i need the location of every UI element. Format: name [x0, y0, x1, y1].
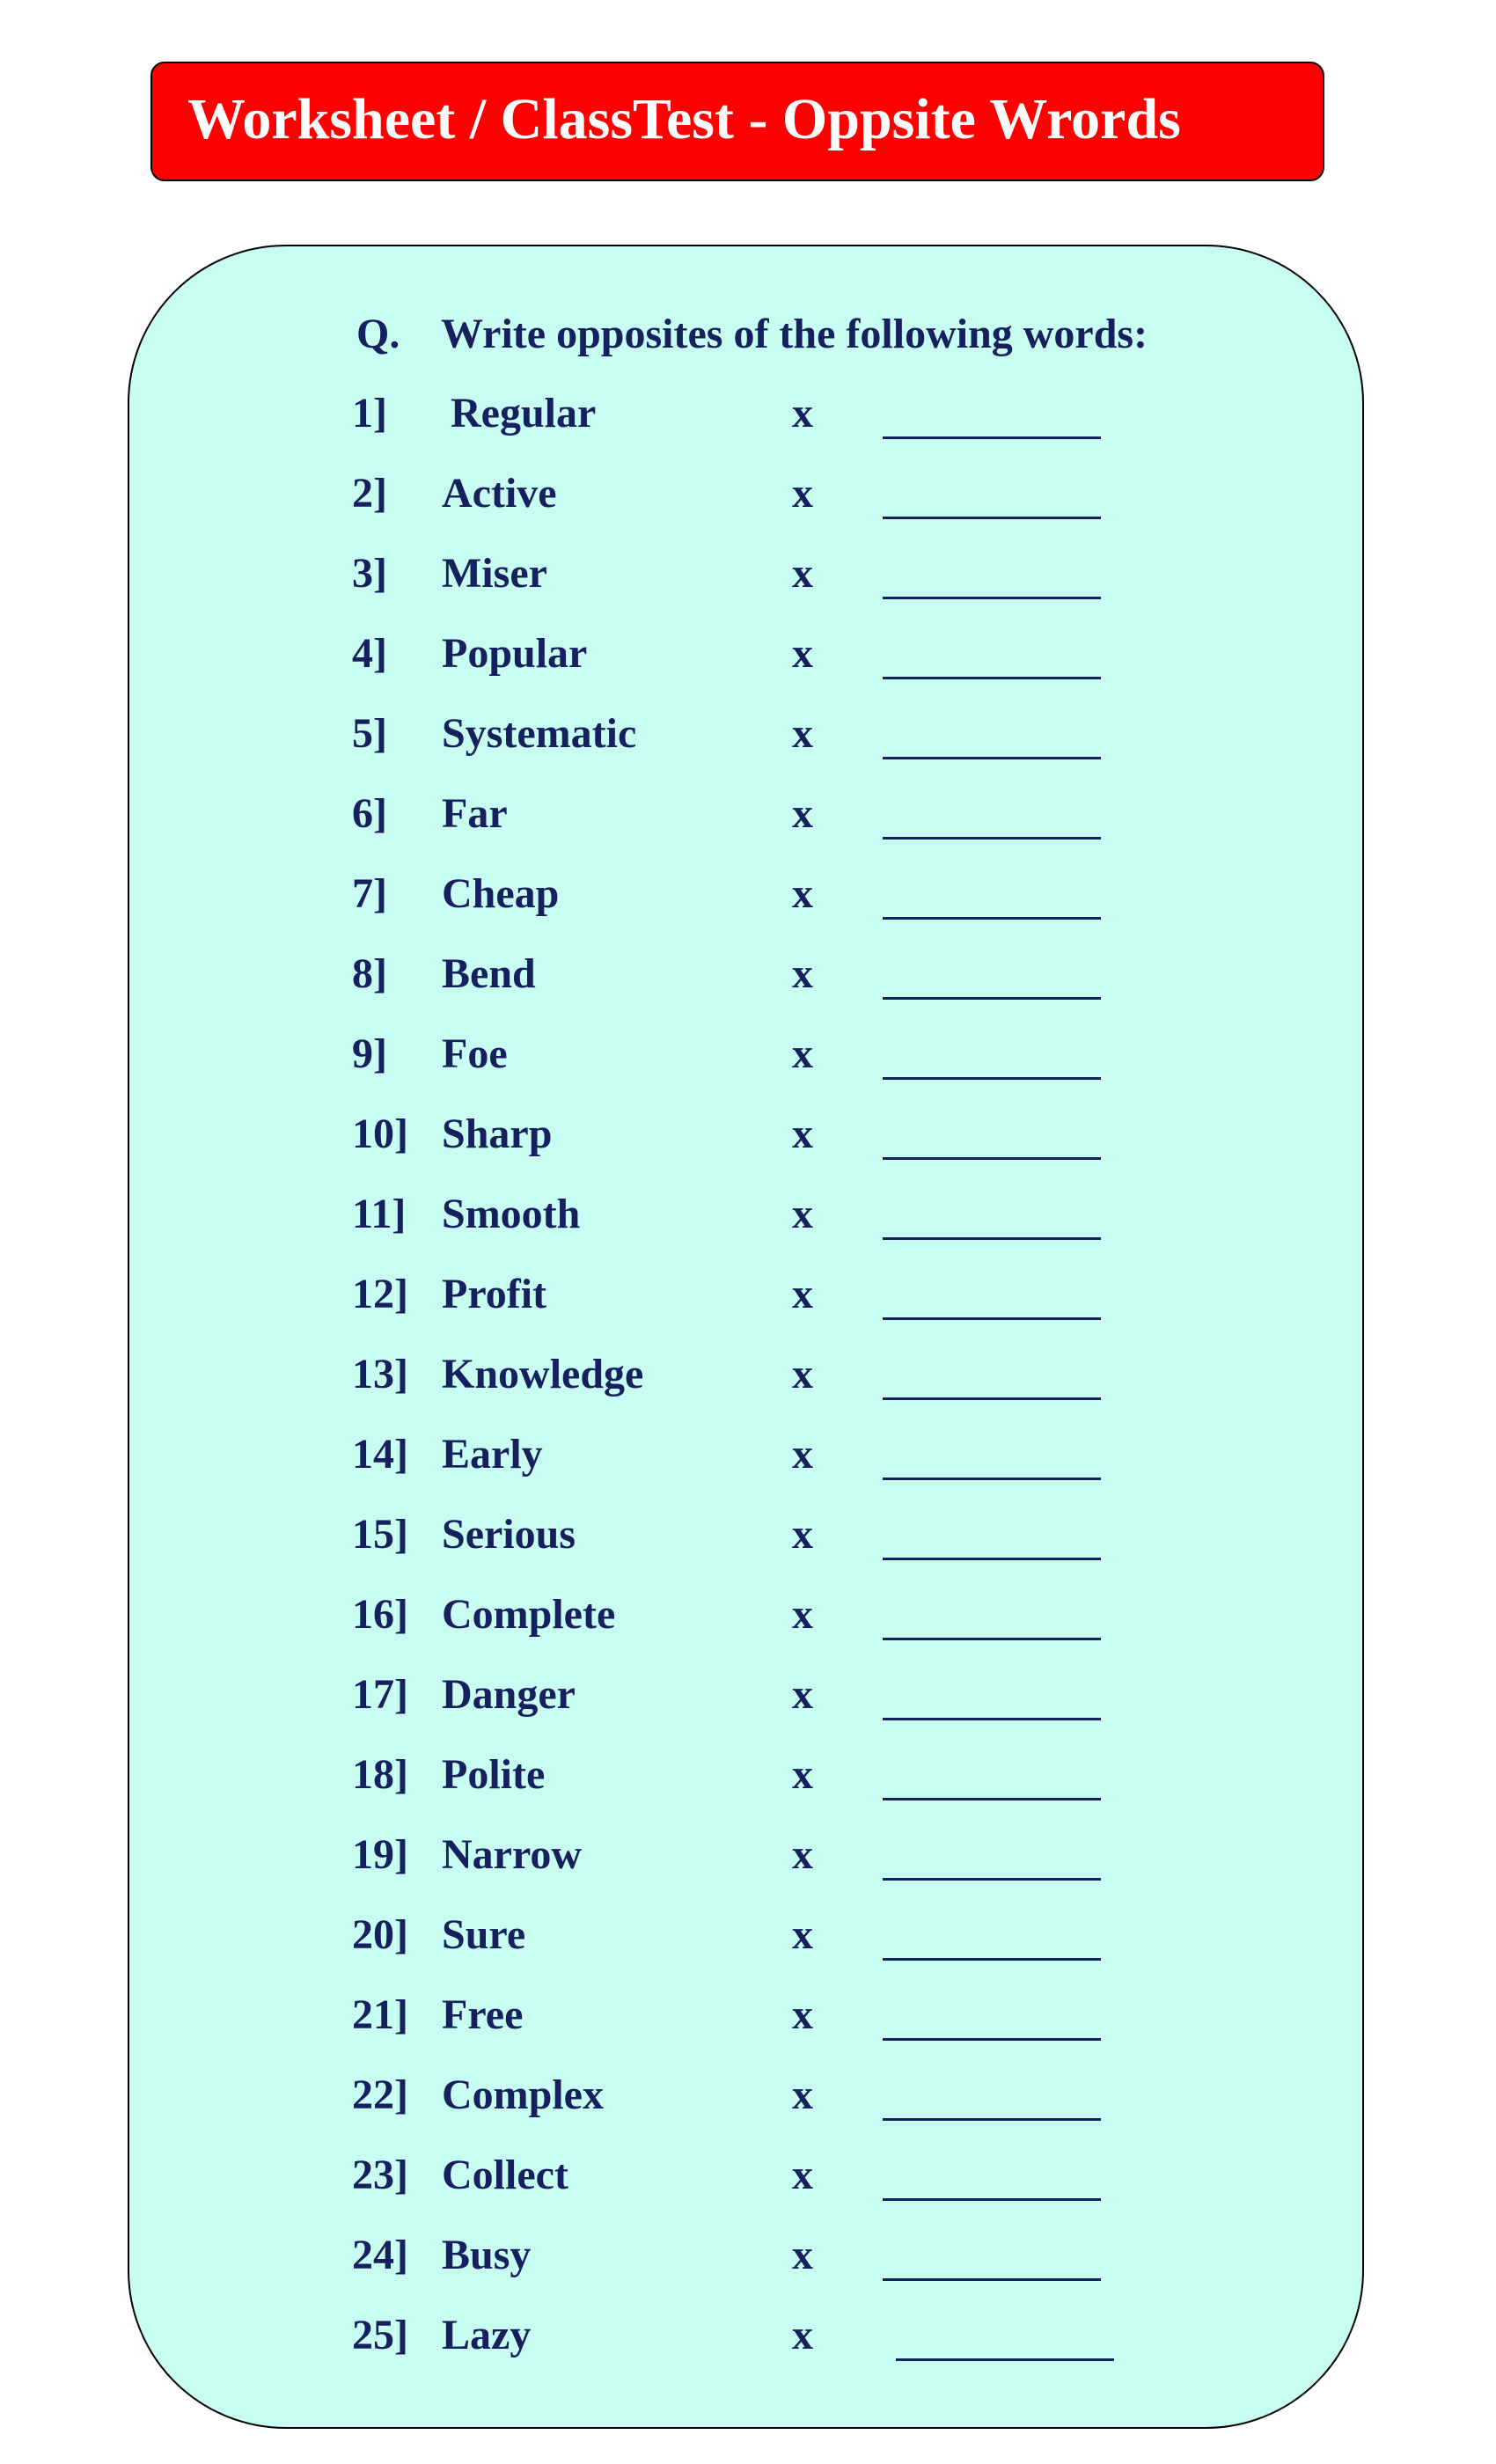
item-word: Cheap	[442, 870, 560, 917]
word-row	[0, 1829, 1496, 1890]
item-number: 20]	[352, 1911, 408, 1958]
item-separator: x	[792, 1191, 813, 1237]
item-word: Busy	[442, 2232, 532, 2278]
answer-blank[interactable]	[883, 597, 1101, 599]
item-word: Narrow	[442, 1831, 583, 1878]
title-banner	[150, 62, 1324, 181]
answer-blank[interactable]	[883, 997, 1101, 1000]
item-number: 10]	[352, 1111, 408, 1157]
item-word: Polite	[442, 1751, 546, 1798]
answer-blank[interactable]	[883, 837, 1101, 840]
word-row	[0, 1428, 1496, 1490]
answer-blank[interactable]	[883, 1237, 1101, 1240]
item-number: 1]	[352, 390, 387, 436]
item-word: Smooth	[442, 1191, 581, 1237]
item-number: 2]	[352, 470, 387, 517]
word-row	[0, 708, 1496, 769]
item-word: Lazy	[442, 2312, 532, 2358]
item-separator: x	[792, 710, 813, 757]
answer-blank[interactable]	[883, 1718, 1101, 1720]
answer-blank[interactable]	[883, 517, 1101, 519]
question-text: Write opposites of the following words:	[441, 311, 1148, 357]
word-row	[0, 948, 1496, 1009]
item-separator: x	[792, 1351, 813, 1397]
item-separator: x	[792, 390, 813, 436]
item-separator: x	[792, 1831, 813, 1878]
item-word: Regular	[451, 390, 597, 436]
item-word: Complete	[442, 1591, 616, 1638]
item-number: 6]	[352, 790, 387, 837]
answer-blank[interactable]	[883, 1317, 1101, 1320]
answer-blank[interactable]	[883, 917, 1101, 920]
item-number: 3]	[352, 550, 387, 597]
item-separator: x	[792, 1030, 813, 1077]
item-number: 15]	[352, 1511, 408, 1558]
item-separator: x	[792, 2232, 813, 2278]
item-word: Serious	[442, 1511, 576, 1558]
word-row	[0, 1668, 1496, 1730]
item-word: Collect	[442, 2152, 568, 2198]
item-separator: x	[792, 1591, 813, 1638]
answer-blank[interactable]	[883, 436, 1101, 439]
word-row	[0, 2149, 1496, 2211]
item-separator: x	[792, 1511, 813, 1558]
item-number: 23]	[352, 2152, 408, 2198]
item-number: 24]	[352, 2232, 408, 2278]
word-row	[0, 1348, 1496, 1410]
item-separator: x	[792, 1911, 813, 1958]
item-separator: x	[792, 2072, 813, 2118]
item-separator: x	[792, 950, 813, 997]
answer-blank[interactable]	[883, 1077, 1101, 1080]
item-word: Active	[442, 470, 557, 517]
word-row	[0, 627, 1496, 689]
answer-blank[interactable]	[896, 2358, 1114, 2361]
answer-blank[interactable]	[883, 2118, 1101, 2121]
answer-blank[interactable]	[883, 677, 1101, 679]
word-row	[0, 868, 1496, 929]
answer-blank[interactable]	[883, 757, 1101, 759]
item-number: 11]	[352, 1191, 407, 1237]
item-word: Early	[442, 1431, 543, 1478]
item-number: 25]	[352, 2312, 408, 2358]
item-number: 18]	[352, 1751, 408, 1798]
word-row	[0, 547, 1496, 609]
item-number: 13]	[352, 1351, 408, 1397]
item-word: Knowledge	[442, 1351, 644, 1397]
word-row	[0, 2309, 1496, 2371]
item-number: 22]	[352, 2072, 408, 2118]
item-number: 12]	[352, 1271, 408, 1317]
item-separator: x	[792, 1991, 813, 2038]
word-row	[0, 1909, 1496, 1970]
word-row	[0, 2069, 1496, 2130]
item-word: Foe	[442, 1030, 508, 1077]
item-word: Free	[442, 1991, 524, 2038]
item-separator: x	[792, 1671, 813, 1718]
answer-blank[interactable]	[883, 1157, 1101, 1160]
item-number: 8]	[352, 950, 387, 997]
item-separator: x	[792, 1111, 813, 1157]
item-separator: x	[792, 630, 813, 677]
answer-blank[interactable]	[883, 1558, 1101, 1560]
answer-blank[interactable]	[883, 1958, 1101, 1961]
answer-blank[interactable]	[883, 2038, 1101, 2041]
question-label: Q.	[356, 311, 400, 357]
item-word: Sure	[442, 1911, 526, 1958]
item-separator: x	[792, 470, 813, 517]
answer-blank[interactable]	[883, 1638, 1101, 1640]
item-word: Popular	[442, 630, 588, 677]
item-word: Far	[442, 790, 508, 837]
item-separator: x	[792, 870, 813, 917]
answer-blank[interactable]	[883, 1397, 1101, 1400]
item-word: Profit	[442, 1271, 547, 1317]
answer-blank[interactable]	[883, 2278, 1101, 2281]
word-row	[0, 1268, 1496, 1330]
item-number: 19]	[352, 1831, 408, 1878]
word-row	[0, 1108, 1496, 1170]
item-number: 21]	[352, 1991, 408, 2038]
word-row	[0, 2229, 1496, 2291]
word-row	[0, 387, 1496, 449]
item-separator: x	[792, 550, 813, 597]
answer-blank[interactable]	[883, 1798, 1101, 1800]
word-row	[0, 1508, 1496, 1570]
item-word: Miser	[442, 550, 547, 597]
item-number: 14]	[352, 1431, 408, 1478]
answer-blank[interactable]	[883, 1478, 1101, 1480]
item-number: 7]	[352, 870, 387, 917]
item-number: 9]	[352, 1030, 387, 1077]
word-row	[0, 788, 1496, 849]
item-number: 17]	[352, 1671, 408, 1718]
item-number: 4]	[352, 630, 387, 677]
word-row	[0, 467, 1496, 529]
answer-blank[interactable]	[883, 2198, 1101, 2201]
item-separator: x	[792, 1431, 813, 1478]
item-word: Complex	[442, 2072, 604, 2118]
item-separator: x	[792, 1271, 813, 1317]
item-word: Danger	[442, 1671, 576, 1718]
item-number: 5]	[352, 710, 387, 757]
item-word: Systematic	[442, 710, 637, 757]
item-word: Bend	[442, 950, 536, 997]
item-number: 16]	[352, 1591, 408, 1638]
word-row	[0, 1989, 1496, 2050]
item-word: Sharp	[442, 1111, 553, 1157]
worksheet-title: Worksheet / ClassTest - Oppsite Wrords	[187, 87, 1181, 151]
answer-blank[interactable]	[883, 1878, 1101, 1881]
word-row	[0, 1028, 1496, 1089]
item-separator: x	[792, 2312, 813, 2358]
word-row	[0, 1188, 1496, 1250]
word-row	[0, 1588, 1496, 1650]
item-separator: x	[792, 790, 813, 837]
word-row	[0, 1749, 1496, 1810]
item-separator: x	[792, 2152, 813, 2198]
item-separator: x	[792, 1751, 813, 1798]
